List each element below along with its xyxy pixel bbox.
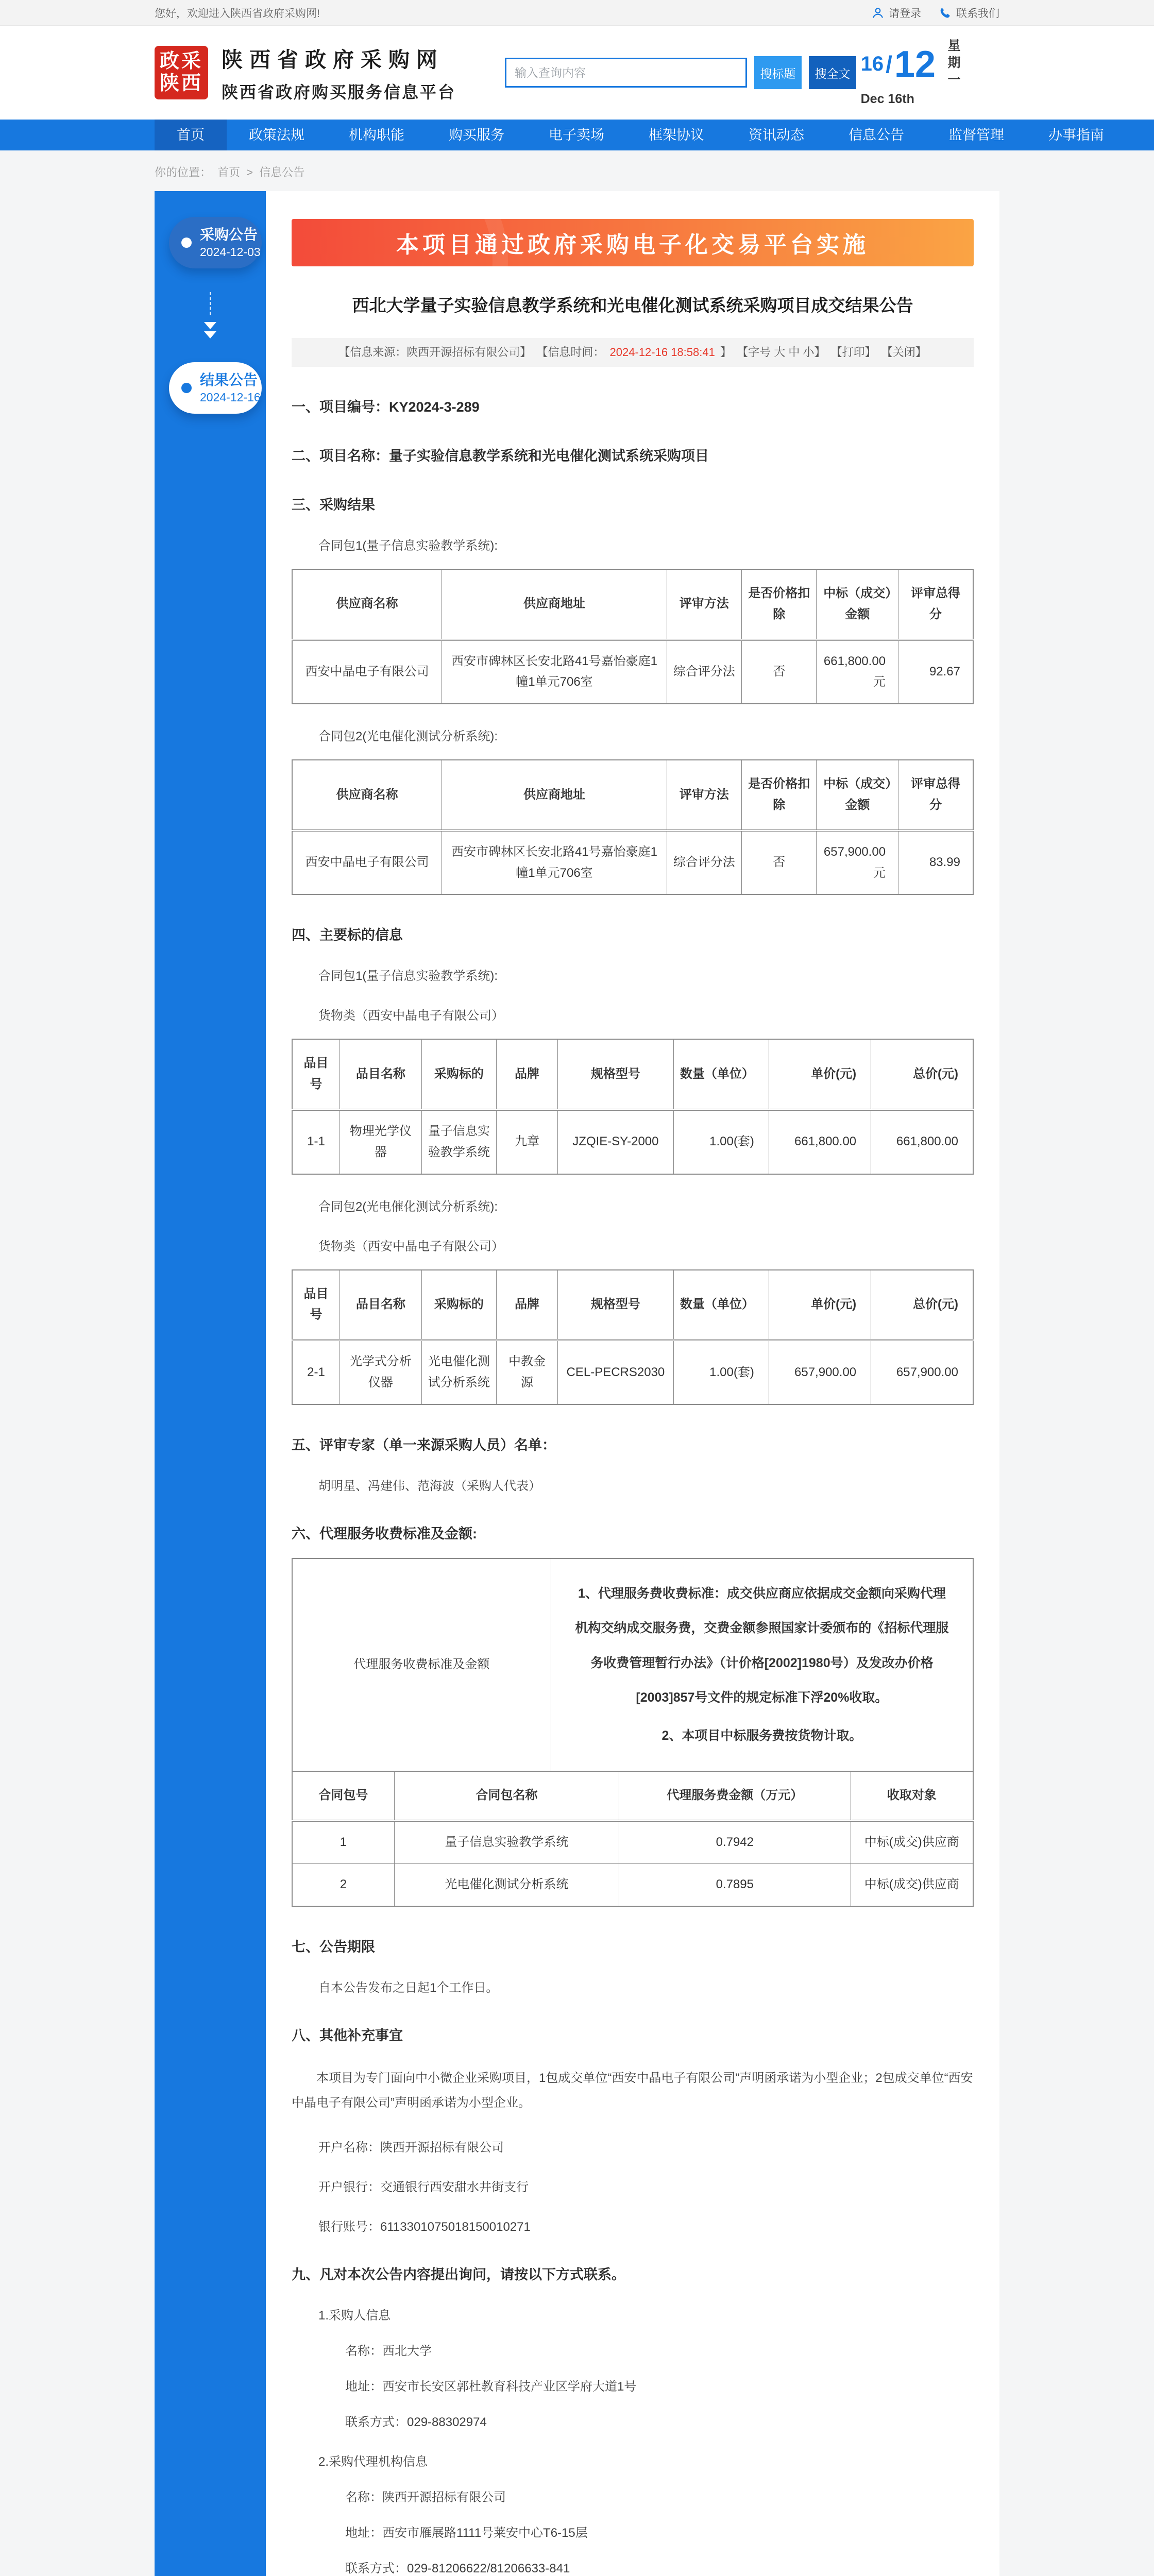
col-quantity: 数量（单位） — [673, 1039, 769, 1110]
items-table-package-1 — [292, 1039, 974, 1174]
breadcrumb-separator: > — [246, 166, 253, 179]
nav-item-announcements[interactable]: 信息公告 — [848, 127, 904, 143]
logo-text-line1: 政采 — [159, 50, 203, 73]
col-review-method: 评审方法 — [667, 569, 741, 640]
print-button[interactable]: 【打印】 — [830, 346, 876, 359]
col-item-name: 品目名称 — [340, 1039, 422, 1110]
section-5-heading: 五、评审专家（单一来源采购人员）名单： — [292, 1437, 556, 1453]
logo-text-line2: 陕西 — [159, 73, 203, 94]
purchaser-contact: 联系方式：029-88302974 — [345, 2415, 487, 2429]
table-row: 西安中晶电子有限公司 西安市碑林区长安北路41号嘉怡豪庭1幢1单元706室 综合评分法 否 657,900.00元 83.99 — [292, 831, 973, 895]
table-row: 1 量子信息实验教学系统 0.7942 中标(成交)供应商 — [292, 1821, 973, 1863]
col-total-price: 总价(元) — [871, 1039, 973, 1110]
fee-standard-label: 代理服务收费标准及金额 — [292, 1558, 551, 1772]
sidebar-item-procurement-announcement[interactable] — [169, 217, 262, 268]
package-1-label: 合同包1(量子信息实验教学系统): — [318, 969, 498, 984]
search-title-button[interactable]: 搜标题 — [754, 56, 802, 89]
section-3-heading: 三、采购结果 — [292, 497, 375, 513]
announcement-period: 自本公告发布之日起1个工作日。 — [318, 1980, 499, 1995]
close-button[interactable]: 【关闭】 — [881, 346, 927, 359]
article-title: 西北大学量子实验信息教学系统和光电催化测试系统采购项目成交结果公告 — [352, 296, 913, 315]
purchaser-info-title: 1.采购人信息 — [318, 2308, 391, 2323]
date-widget — [861, 39, 999, 107]
nav-item-e-mall[interactable]: 电子卖场 — [549, 127, 604, 143]
section-6-heading: 六、代理服务收费标准及金额: — [292, 1526, 477, 1541]
sidebar-item-date: 2024-12-03 — [200, 245, 261, 259]
date-day: 16 — [860, 53, 884, 75]
col-total-score: 评审总得分 — [898, 569, 973, 640]
package-1-label: 合同包1(量子信息实验教学系统): — [318, 539, 498, 553]
col-procurement-subject: 采购标的 — [421, 1039, 496, 1110]
agency-address: 地址：西安市雁展路1111号莱安中心T6-15层 — [345, 2526, 588, 2540]
welcome-text: 您好，欢迎进入陕西省政府采购网! — [155, 8, 320, 20]
contact-us-label: 联系我们 — [956, 8, 999, 20]
sidebar-item-title: 采购公告 — [200, 227, 258, 243]
phone-icon — [939, 6, 952, 20]
col-package-name: 合同包名称 — [394, 1771, 619, 1821]
site-title: 陕西省政府采购网 — [222, 47, 444, 72]
nav-item-guide[interactable]: 办事指南 — [1048, 127, 1104, 143]
nav-item-supervision[interactable]: 监督管理 — [948, 127, 1004, 143]
site-subtitle: 陕西省政府购买服务信息平台 — [222, 82, 456, 101]
search-fulltext-button[interactable]: 搜全文 — [809, 56, 856, 89]
nav-item-policies[interactable]: 政策法规 — [249, 127, 304, 143]
announcement-timeline-sidebar — [155, 191, 266, 2576]
col-fee-payer: 收取对象 — [851, 1771, 973, 1821]
timeline-dot — [181, 383, 192, 393]
col-supplier-address: 供应商地址 — [442, 569, 667, 640]
purchaser-name: 名称：西北大学 — [345, 2344, 432, 2358]
meta-time-end: 】 — [720, 346, 732, 359]
table-header-row: 供应商名称 供应商地址 评审方法 是否价格扣除 中标（成交）金额 评审总得分 — [292, 760, 973, 831]
table-row: 2-1 光学式分析仪器 光电催化测试分析系统 中教金源 CEL-PECRS2030 1.00(套) 657,900.00 657,900.00 — [292, 1340, 973, 1404]
experts-list: 胡明星、冯建伟、范海波（采购人代表） — [318, 1479, 541, 1493]
col-package-no: 合同包号 — [292, 1771, 394, 1821]
section-1-heading: 一、项目编号：KY2024-3-289 — [292, 399, 480, 415]
table-row: 1-1 物理光学仪器 量子信息实验教学系统 九章 JZQIE-SY-2000 1.00(套) 661,800.00 661,800.00 — [292, 1110, 973, 1174]
login-label: 请登录 — [889, 8, 921, 20]
site-header — [0, 26, 1154, 120]
col-price-deduction: 是否价格扣除 — [742, 569, 817, 640]
breadcrumb — [155, 150, 999, 191]
date-month: 12 — [894, 43, 936, 85]
col-supplier-name: 供应商名称 — [292, 569, 442, 640]
account-name: 开户名称：陕西开源招标有限公司 — [318, 2140, 504, 2155]
package-2-label: 合同包2(光电催化测试分析系统): — [318, 1199, 498, 1214]
col-unit-price: 单价(元) — [769, 1039, 871, 1110]
items-table-package-2 — [292, 1269, 974, 1405]
login-link[interactable] — [871, 5, 921, 21]
section-4-heading: 四、主要标的信息 — [292, 927, 403, 943]
breadcrumb-current[interactable]: 信息公告 — [259, 166, 305, 179]
result-table-package-2 — [292, 759, 974, 895]
agency-fee-standard-table — [292, 1558, 974, 1772]
section-8-heading: 八、其他补充事宜 — [292, 2027, 403, 2043]
package-2-label: 合同包2(光电催化测试分析系统): — [318, 730, 498, 744]
date-english: Dec 16th — [860, 92, 914, 106]
fee-standard-text: 1、代理服务费收费标准：成交供应商应依据成交金额向采购代理机构交纳成交服务费，交费金额参照国家计委颁布的《招标代理服务收费管理暂行办法》（计价格[2002]1980号）及发改办价格[2003]857号文件的规定标准下浮20%收取。 2、本项目中标服务费按货物计取。 — [551, 1558, 973, 1772]
meta-source: 【信息来源：陕西开源招标有限公司】 — [338, 346, 532, 359]
contact-us-link[interactable] — [939, 5, 999, 21]
result-table-package-1 — [292, 569, 974, 704]
timeline-arrow-down-icon — [155, 292, 266, 338]
date-separator: / — [886, 50, 892, 78]
site-logo[interactable] — [155, 46, 208, 99]
nav-item-framework[interactable]: 框架协议 — [649, 127, 704, 143]
weekday-label: 星期一 — [946, 39, 960, 90]
section-2-heading: 二、项目名称：量子实验信息教学系统和光电催化测试系统采购项目 — [292, 448, 709, 464]
bank-account-number: 银行账号：6113301075018150010271 — [318, 2219, 531, 2234]
table-row — [292, 1558, 973, 1772]
meta-time-label: 【信息时间： — [536, 346, 605, 359]
meta-time-value: 2024-12-16 18:58:41 — [609, 346, 715, 359]
breadcrumb-label: 你的位置： — [155, 166, 212, 179]
search-input[interactable] — [505, 58, 747, 88]
table-header-row: 品目号 品目名称 采购标的 品牌 规格型号 数量（单位） 单价(元) 总价(元) — [292, 1270, 973, 1341]
agency-contact: 联系方式：029-81206622/81206633-841 — [345, 2561, 570, 2575]
table-row: 西安中晶电子有限公司 西安市碑林区长安北路41号嘉怡豪庭1幢1单元706室 综合评分法 否 661,800.00元 92.67 — [292, 640, 973, 704]
agency-info-title: 2.采购代理机构信息 — [318, 2454, 428, 2469]
table-header-row — [292, 1039, 973, 1110]
nav-item-news[interactable]: 资讯动态 — [749, 127, 804, 143]
package-1-goods-label: 货物类（西安中晶电子有限公司） — [318, 1009, 504, 1023]
platform-banner — [292, 219, 974, 266]
nav-item-purchase-services[interactable]: 购买服务 — [449, 127, 504, 143]
col-model: 规格型号 — [558, 1039, 674, 1110]
col-award-amount: 中标（成交）金额 — [817, 569, 898, 640]
search-area — [505, 56, 856, 89]
breadcrumb-home[interactable]: 首页 — [217, 166, 241, 179]
col-brand: 品牌 — [497, 1039, 558, 1110]
col-fee-amount: 代理服务费金额（万元） — [619, 1771, 851, 1821]
top-utility-bar — [0, 0, 1154, 26]
section-7-heading: 七、公告期限 — [292, 1939, 375, 1955]
agency-fee-amount-table — [292, 1771, 974, 1906]
font-size-controls[interactable]: 【字号 大 中 小】 — [737, 346, 826, 359]
article-panel — [266, 191, 999, 2576]
table-header-row — [292, 569, 973, 640]
main-nav — [0, 120, 1154, 150]
table-row: 2 光电催化测试分析系统 0.7895 中标(成交)供应商 — [292, 1863, 973, 1906]
table-header-row — [292, 1771, 973, 1821]
sidebar-item-title: 结果公告 — [200, 372, 258, 388]
sidebar-item-date: 2024-12-16 — [200, 390, 261, 404]
section-9-heading: 九、凡对本次公告内容提出询问，请按以下方式联系。 — [292, 2266, 625, 2282]
agency-name: 名称：陕西开源招标有限公司 — [345, 2490, 506, 2504]
user-icon — [871, 6, 885, 20]
col-item-no: 品目号 — [292, 1039, 340, 1110]
sidebar-item-result-announcement[interactable] — [169, 362, 262, 414]
banner-text: 本项目通过政府采购电子化交易平台实施 — [396, 232, 869, 258]
nav-item-functions[interactable]: 机构职能 — [349, 127, 404, 143]
bank-name: 开户银行：交通银行西安甜水井街支行 — [318, 2180, 529, 2194]
nav-item-home[interactable]: 首页 — [155, 120, 227, 150]
purchaser-address: 地址：西安市长安区郭杜教育科技产业区学府大道1号 — [345, 2379, 637, 2394]
timeline-dot — [181, 238, 192, 248]
article-meta-bar — [292, 338, 974, 367]
sme-statement: 本项目为专门面向中小微企业采购项目，1包成交单位“西安中晶电子有限公司”声明函承诺为小型企业；2包成交单位“西安中晶电子有限公司”声明函承诺为小型企业。 — [292, 2071, 973, 2110]
package-2-goods-label: 货物类（西安中晶电子有限公司） — [318, 1239, 504, 1253]
